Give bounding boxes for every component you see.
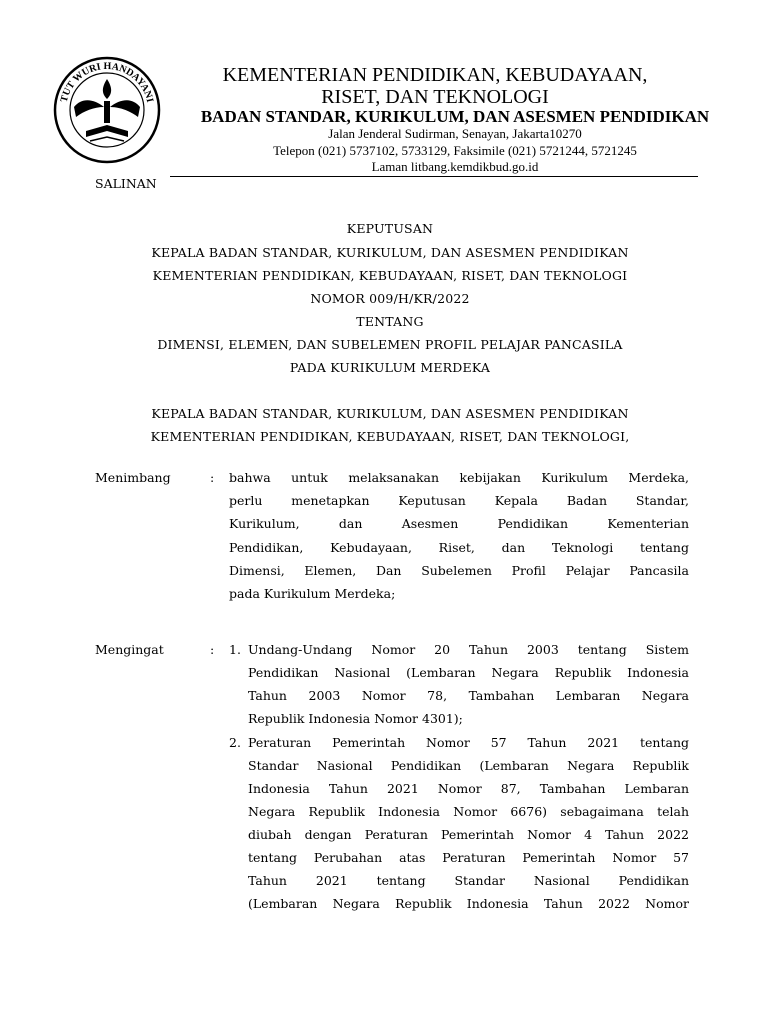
mengingat-item-line: diubah dengan Peraturan Pemerintah Nomor 4 Tahun 2022 (248, 827, 689, 842)
mengingat-item-line: Tahun 2021 tentang Standar Nasional Pendidikan (248, 873, 689, 888)
menimbang-line: pada Kurikulum Merdeka; (229, 586, 396, 601)
agency-phone: Telepon (021) 5737102, 5733129, Faksimile (021) 5721244, 5721245 (273, 143, 637, 158)
letterhead-rule (170, 176, 698, 177)
menimbang-line: perlu menetapkan Keputusan Kepala Badan Standar, (229, 493, 689, 508)
mengingat-item-line: Peraturan Pemerintah Nomor 57 Tahun 2021 tentang (248, 735, 689, 750)
agency-address: Jalan Jenderal Sudirman, Senayan, Jakarta10270 (328, 126, 582, 141)
agency-website: Laman litbang.kemdikbud.go.id (371, 159, 539, 174)
menimbang-label: Menimbang (95, 470, 171, 485)
decree-subject-line1: DIMENSI, ELEMEN, DAN SUBELEMEN PROFIL PELAJAR PANCASILA (157, 337, 623, 352)
menimbang-line: Pendidikan, Kebudayaan, Riset, dan Teknologi tentang (229, 540, 689, 555)
decree-keputusan: KEPUTUSAN (346, 221, 434, 236)
mengingat-item-number: 2. (229, 735, 241, 750)
mengingat-item-line: (Lembaran Negara Republik Indonesia Tahun 2022 Nomor (248, 896, 689, 911)
decree-tentang: TENTANG (356, 314, 424, 329)
mengingat-item-line: Tahun 2003 Nomor 78, Tambahan Lembaran Negara (248, 688, 689, 703)
decree-issuer-line2: KEMENTERIAN PENDIDIKAN, KEBUDAYAAN, RISET, DAN TEKNOLOGI (152, 268, 628, 283)
mengingat-label: Mengingat (95, 642, 164, 657)
decree-subject-line2: PADA KURIKULUM MERDEKA (289, 360, 491, 375)
menimbang-line: Dimensi, Elemen, Dan Subelemen Profil Pelajar Pancasila (229, 563, 689, 578)
preamble-line1: KEPALA BADAN STANDAR, KURIKULUM, DAN ASESMEN PENDIDIKAN (151, 406, 629, 421)
mengingat-item-number: 1. (229, 642, 241, 657)
mengingat-item-line: Republik Indonesia Nomor 4301); (248, 711, 463, 726)
ministry-name-line1: KEMENTERIAN PENDIDIKAN, KEBUDAYAAN, (222, 64, 648, 86)
preamble-line2: KEMENTERIAN PENDIDIKAN, KEBUDAYAAN, RISET, DAN TEKNOLOGI, (150, 429, 630, 444)
mengingat-item-line: Pendidikan Nasional (Lembaran Negara Republik Indonesia (248, 665, 689, 680)
mengingat-item-line: Standar Nasional Pendidikan (Lembaran Negara Republik (248, 758, 689, 773)
mengingat-item-line: Undang-Undang Nomor 20 Tahun 2003 tentang Sistem (248, 642, 689, 657)
tut-wuri-handayani-logo (52, 55, 162, 165)
decree-issuer-line1: KEPALA BADAN STANDAR, KURIKULUM, DAN ASESMEN PENDIDIKAN (151, 245, 629, 260)
agency-name: BADAN STANDAR, KURIKULUM, DAN ASESMEN PENDIDIKAN (200, 107, 710, 126)
mengingat-item-line: Indonesia Tahun 2021 Nomor 87, Tambahan Lembaran (248, 781, 689, 796)
salinan-stamp: SALINAN (95, 176, 157, 191)
logo-arc-text: TUT WURI HANDAYANI (58, 60, 156, 104)
mengingat-item-line: tentang Perubahan atas Peraturan Pemerintah Nomor 57 (248, 850, 689, 865)
decree-number: NOMOR 009/H/KR/2022 (310, 291, 470, 306)
mengingat-colon: : (210, 642, 215, 657)
ministry-name-line2: RISET, DAN TEKNOLOGI (321, 86, 549, 108)
menimbang-line: bahwa untuk melaksanakan kebijakan Kurikulum Merdeka, (229, 470, 689, 485)
menimbang-colon: : (210, 470, 215, 485)
menimbang-line: Kurikulum, dan Asesmen Pendidikan Kementerian (229, 516, 689, 531)
mengingat-item-line: Negara Republik Indonesia Nomor 6676) sebagaimana telah (248, 804, 689, 819)
